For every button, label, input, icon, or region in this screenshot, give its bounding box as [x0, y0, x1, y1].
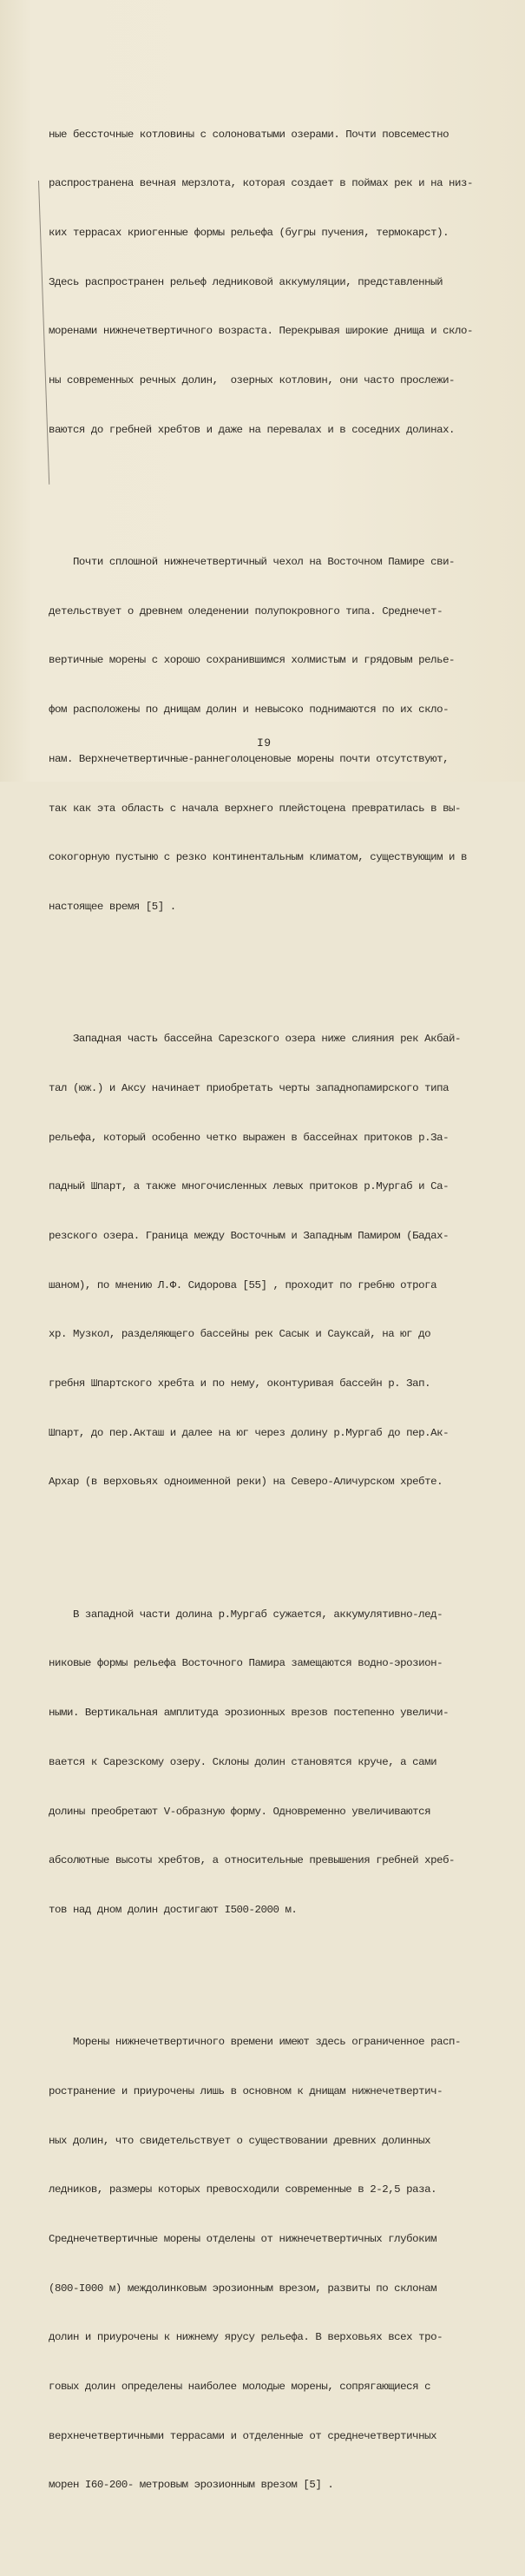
text-line: тал (юж.) и Аксу начинает приобретать черты западнопамирского типа [49, 1081, 450, 1094]
text-line: ваются до гребней хребтов и даже на перевалах и в соседних долинах. [49, 423, 456, 436]
text-line: говых долин определены наиболее молодые морены, сопрягающиеся с [49, 2381, 431, 2394]
text-line: рельефа, который особенно четко выражен в бассейнах притоков р.За- [49, 1131, 450, 1144]
text-line: Здесь распространен рельеф ледниковой аккумуляции, представленный [49, 275, 443, 288]
text-line: ными. Вертикальная амплитуда эрозионных врезов постепенно увеличи- [49, 1707, 450, 1720]
text-line: хр. Музкол, разделяющего бассейны рек Сасык и Сауксай, на юг до [49, 1328, 431, 1341]
text-line: нам. Верхнечетвертичные-раннеголоценовые морены почти отсутствуют, [49, 752, 450, 765]
paragraph-4 [49, 1574, 507, 1952]
text-line: Шпарт, до пер.Акташ и далее на юг через долину р.Мургаб до пер.Ак- [49, 1426, 450, 1439]
text-line: фом расположены по днищам долин и невысоко поднимаются по их скло- [49, 703, 450, 717]
text-line: абсолютные высоты хребтов, а относительные превышения гребней хреб- [49, 1854, 456, 1867]
page-number: I9 [257, 736, 272, 750]
paragraph-3 [49, 998, 507, 1523]
text-line: настоящее время [5] . [49, 900, 176, 913]
text-line: гребня Шпартского хребта и по нему, оконтуривая бассейн р. Зап. [49, 1377, 431, 1390]
text-line: сокогорную пустыню с резко континентальным климатом, существующим и в [49, 851, 468, 864]
text-line: так как эта область с начала верхнего плейстоцена превратилась в вы- [49, 802, 462, 815]
paragraph-2 [49, 521, 507, 948]
text-line: шаном), по мнению Л.Ф. Сидорова [55] , проходит по гребню отрога [49, 1278, 437, 1291]
text-line: падный Шпарт, а также многочисленных левых притоков р.Мургаб и Са- [49, 1180, 450, 1193]
text-line: распространена вечная мерзлота, которая создает в поймах рек и на низ- [49, 177, 473, 190]
text-line: Архар (в верховьях одноименной реки) на Северо-Аличурском хребте. [49, 1476, 443, 1489]
text-line: (800-I000 м) междолинковым эрозионным врезом, развиты по склонам [49, 2282, 437, 2295]
text-line: ледников, размеры которых превосходили современные в 2-2,5 раза. [49, 2183, 437, 2196]
text-line: В западной части долина р.Мургаб сужается, аккумулятивно-лед- [49, 1608, 443, 1621]
text-line: ких террасах криогенные формы рельефа (бугры пучения, термокарст). [49, 226, 450, 239]
text-line: детельствует о древнем оледенении полупокровного типа. Среднечет- [49, 604, 443, 618]
text-line: Почти сплошной нижнечетвертичный чехол на Восточном Памире сви- [49, 555, 456, 568]
text-line: тов над дном долин достигают I500-2000 м. [49, 1903, 298, 1916]
text-line: Среднечетвертичные морены отделены от нижнечетвертичных глубоким [49, 2232, 437, 2245]
text-line: Западная часть бассейна Сарезского озера ниже слияния рек Акбай- [49, 1033, 462, 1046]
text-line: ные бессточные котловины с солоноватыми озерами. Почти повсеместно [49, 128, 450, 141]
text-line: ных долин, что свидетельствует о существовании древних долинных [49, 2134, 431, 2147]
text-line: никовые формы рельефа Восточного Памира замещаются водно-эрозион- [49, 1657, 443, 1670]
text-line: долин и приурочены к нижнему ярусу рельефа. В верховьях всех тро- [49, 2331, 443, 2344]
text-line: ространение и приурочены лишь в основном к днищам нижнечетвертич- [49, 2084, 443, 2097]
body-text [49, 44, 507, 2576]
text-line: вается к Сарезскому озеру. Склоны долин становятся круче, а сами [49, 1755, 437, 1768]
text-line: долины преобретают V-образную форму. Одновременно увеличиваются [49, 1805, 431, 1818]
text-line: Морены нижнечетвертичного времени имеют здесь ограниченное расп- [49, 2036, 462, 2049]
text-line: верхнечетвертичными террасами и отделенные от среднечетвертичных [49, 2429, 437, 2442]
text-line: вертичные морены с хорошо сохранившимся холмистым и грядовым релье- [49, 654, 456, 667]
paragraph-5 [49, 2001, 507, 2526]
text-line: морен I60-200- метровым эрозионным врезом [5] . [49, 2479, 334, 2492]
paragraph-1 [49, 94, 507, 472]
text-line: ны современных речных долин, озерных котловин, они часто прослежи- [49, 374, 456, 387]
text-line: моренами нижнечетвертичного возраста. Перекрывая широкие днища и скло- [49, 325, 473, 338]
text-line: резского озера. Граница между Восточным и Западным Памиром (Бадах- [49, 1229, 450, 1242]
